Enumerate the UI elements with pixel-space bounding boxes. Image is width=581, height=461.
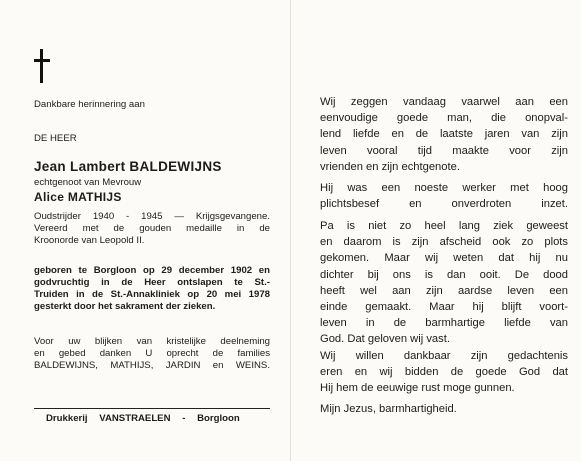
text-line: heeft wel aan zijn aardse leven een: [320, 284, 568, 297]
text-line: Hij hem de eeuwige rust moge gunnen.: [320, 382, 515, 395]
printer-imprint: [46, 413, 249, 424]
thanks-line-3: BALDEWIJNS, MATHIJS, JARDIN en WEINS.: [34, 360, 270, 371]
thanks-line-2: en gebed danken U oprecht de families: [34, 348, 270, 359]
text-line: einde gemaakt. Maar hij blijft voort-: [320, 301, 568, 314]
spouse-label: echtgenoot van Mevrouw: [34, 177, 142, 188]
honors-line-2: Vereerd met de gouden medaille in de: [34, 223, 270, 234]
deceased-name: Jean Lambert BALDEWIJNS: [34, 159, 222, 174]
text-line: Wij zeggen vandaag vaarwel aan een: [320, 96, 568, 108]
paragraph-4: [320, 348, 568, 397]
text-line: dichter bij ons is dan ooit. De dood: [320, 268, 568, 281]
life-line-3: Truiden in de St.-Annakliniek op 20 mei 1978: [34, 289, 270, 300]
paragraph-1: [320, 94, 568, 175]
text-line: Pa is niet zo heel lang ziek geweest: [320, 220, 568, 232]
text-line: Hij was een noeste werker met hoog: [320, 182, 568, 194]
paragraph-3: [320, 218, 568, 348]
text-line: lend liefde en de laatste jaren van zijn: [320, 128, 568, 141]
text-line: en daarom is zijn afscheid ook zo plots: [320, 236, 568, 249]
printer-divider: [34, 408, 270, 409]
text-line: vrienden en zijn echtgenote.: [320, 160, 460, 173]
paragraph-5: [320, 401, 568, 417]
text-line: eenvoudige goede man, die onopval-: [320, 112, 568, 125]
life-line-4: gesterkt door het sakrament der zieken.: [34, 301, 216, 312]
text-line: eren en wij bidden de goede God dat: [320, 366, 568, 379]
fold-line: [290, 0, 291, 461]
text-line: God. Dat geloven wij vast.: [320, 333, 450, 346]
thanks-line-1: Voor uw blijken van kristelijke deelneming: [34, 336, 270, 347]
text-line: gekomen. Maar wij weten dat hij nu: [320, 252, 568, 265]
text-line: Mijn Jezus, barmhartigheid.: [320, 403, 457, 415]
paragraph-2: [320, 180, 568, 212]
printer-town: Borgloon: [197, 413, 240, 424]
printer-dash: -: [182, 413, 186, 424]
text-line: leven in de barmhartige liefde van: [320, 317, 568, 330]
printer-word: Drukkerij: [46, 413, 88, 424]
printer-name: VANSTRAELEN: [99, 413, 171, 424]
text-line: leven vooral tijd maakte voor zijn: [320, 144, 568, 157]
text-line: Wij willen dankbaar zijn gedachtenis: [320, 350, 568, 362]
life-line-1: geboren te Borgloon op 29 december 1902 en: [34, 265, 270, 276]
cross-icon: [34, 49, 50, 83]
honors-line-1: Oudstrijder 1940 - 1945 — Krijgsgevangene.: [34, 211, 270, 222]
life-line-2: godvruchtig in de Heer ontslapen te St.-: [34, 277, 270, 288]
honors-line-3: Kroonorde van Leopold II.: [34, 235, 145, 246]
text-line: plichtsbesef en onverdroten inzet.: [320, 198, 568, 211]
honorific: DE HEER: [34, 133, 77, 144]
spouse-name: Alice MATHIJS: [34, 190, 122, 204]
greeting: Dankbare herinnering aan: [34, 99, 145, 110]
